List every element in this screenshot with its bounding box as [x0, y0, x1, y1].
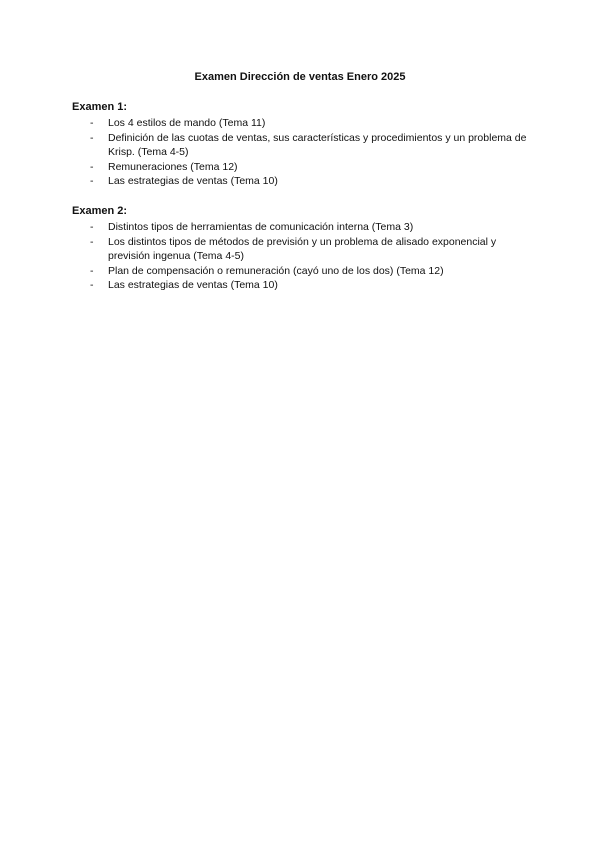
list-item-text: Los distintos tipos de métodos de previsión y un problema de alisado exponencial y previsión ingenua (Tema 4-5) — [108, 235, 497, 262]
list-item — [72, 278, 532, 293]
exam-1-section — [72, 100, 532, 189]
list-item — [72, 264, 532, 279]
list-item-text: Definición de las cuotas de ventas, sus características y procedimientos y un problema de Krisp. (Tema 4-5) — [108, 131, 527, 158]
list-item-text: Remuneraciones (Tema 12) — [108, 160, 238, 173]
section-heading: Examen 1: — [72, 101, 128, 113]
list-item — [72, 220, 532, 235]
bullet-dash: - — [90, 175, 94, 187]
list-item-text: Distintos tipos de herramientas de comunicación interna (Tema 3) — [108, 221, 414, 233]
bullet-dash: - — [90, 221, 94, 233]
exam-2-section — [72, 204, 532, 293]
list-item — [72, 160, 532, 175]
topic-list — [72, 220, 532, 293]
list-item-text: Las estrategias de ventas (Tema 10) — [108, 175, 278, 187]
bullet-dash: - — [90, 264, 94, 277]
list-item-text: Los 4 estilos de mando (Tema 11) — [108, 117, 266, 129]
section-heading: Examen 2: — [72, 205, 128, 217]
document-title: Examen Dirección de ventas Enero 2025 — [194, 71, 406, 83]
topic-list — [72, 116, 532, 189]
bullet-dash: - — [90, 117, 94, 129]
list-item — [72, 174, 532, 189]
bullet-dash: - — [90, 235, 94, 248]
bullet-dash: - — [90, 279, 94, 291]
list-item-text: Las estrategias de ventas (Tema 10) — [108, 279, 278, 291]
list-item — [72, 131, 532, 160]
list-item-text: Plan de compensación o remuneración (cayó uno de los dos) (Tema 12) — [108, 264, 444, 277]
list-item — [72, 235, 532, 264]
list-item — [72, 116, 532, 131]
bullet-dash: - — [90, 160, 94, 173]
bullet-dash: - — [90, 131, 94, 144]
